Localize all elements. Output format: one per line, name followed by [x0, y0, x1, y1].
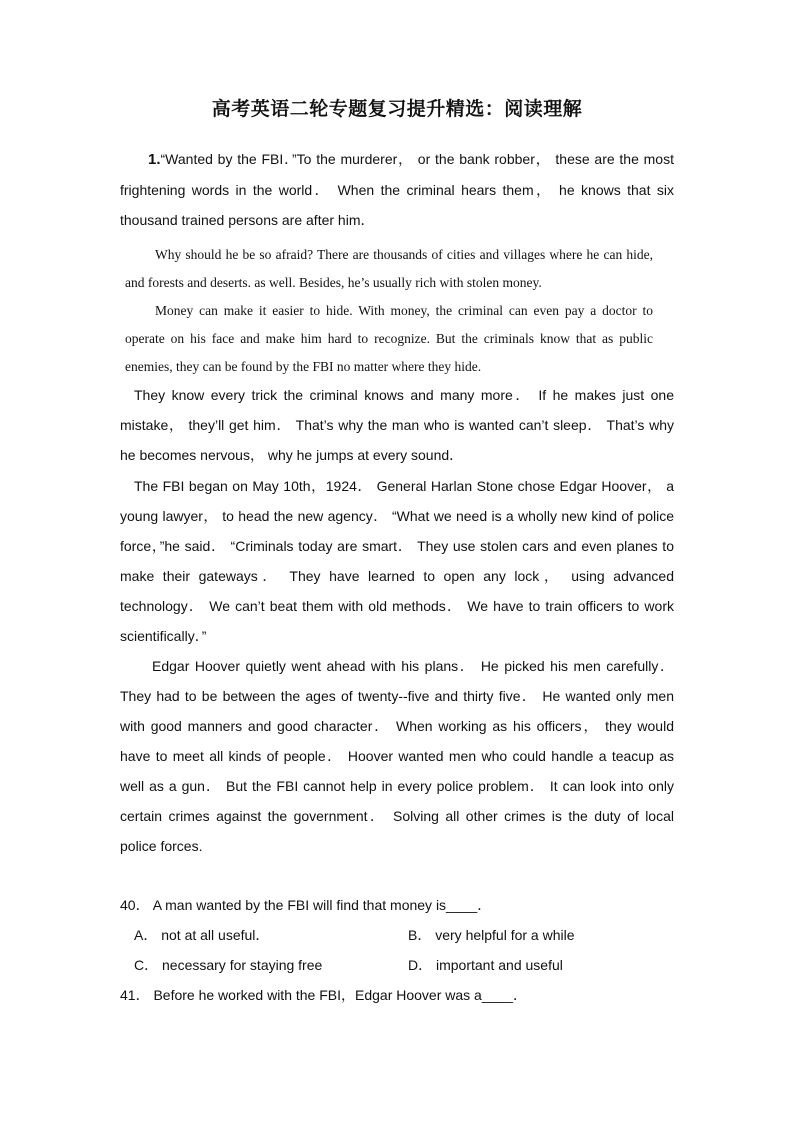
paragraph-6: Edgar Hoover quietly went ahead with his plans． He picked his men carefully． They had to be between the ages of twenty--five and thirty five． He wanted only men with good manners and good character． When working as his officers， they would have to meet all kinds of people． Hoover wanted men who could handle a teacup as well as a gun． But the FBI cannot help in every police problem． It can look into only certain crimes against the government． Solving all other crimes is the duty of local police forces.	[120, 658, 674, 854]
paragraph-1-text: “Wanted by the FBI．”To the murderer， or the bank robber， these are the most frightening words in the world． When the criminal hears them， he knows that six thousand trained persons are after him．	[120, 151, 674, 228]
paragraph-5: The FBI began on May 10th，1924． General Harlan Stone chose Edgar Hoover， a young lawyer， to head the new agency． “What we need is a wholly new kind of police force，”he said． “Criminals today are smart． They use stolen cars and even planes to make their gateways． They have learned to open any lock， using advanced technology． We can’t beat them with old methods． We have to train officers to work scientifically．”	[120, 478, 674, 644]
question-40-option-d: D． important and useful	[408, 957, 563, 973]
paragraph-2: Why should he be so afraid? There are thousands of cities and villages where he can hide, and forests and deserts. as well. Besides, he’s usually rich with stolen money.	[125, 247, 653, 290]
question-41-stem: 41． Before he worked with the FBI，Edgar Hoover was a____．	[120, 987, 527, 1003]
passage-number: 1.	[148, 151, 161, 168]
question-40-option-a: A． not at all useful．	[134, 927, 270, 943]
question-40-option-c: C． necessary for staying free	[134, 957, 323, 973]
paragraph-1	[120, 144, 674, 235]
page-title: 高考英语二轮专题复习提升精选：阅读理解	[211, 98, 583, 120]
question-40-option-b: B． very helpful for a while	[408, 927, 575, 943]
paragraph-4: They know every trick the criminal knows and many more． If he makes just one mistake， they’ll get him． That’s why the man who is wanted can’t sleep． That’s why he becomes nervous， why he jumps at every sound．	[120, 387, 674, 463]
question-40-stem: 40． A man wanted by the FBI will find that money is____．	[120, 897, 492, 913]
paragraph-3: Money can make it easier to hide. With money, the criminal can even pay a doctor to operate on his face and make him hard to recognize. But the criminals know that as public enemies, they can be found by the FBI no matter where they hide.	[125, 303, 653, 374]
